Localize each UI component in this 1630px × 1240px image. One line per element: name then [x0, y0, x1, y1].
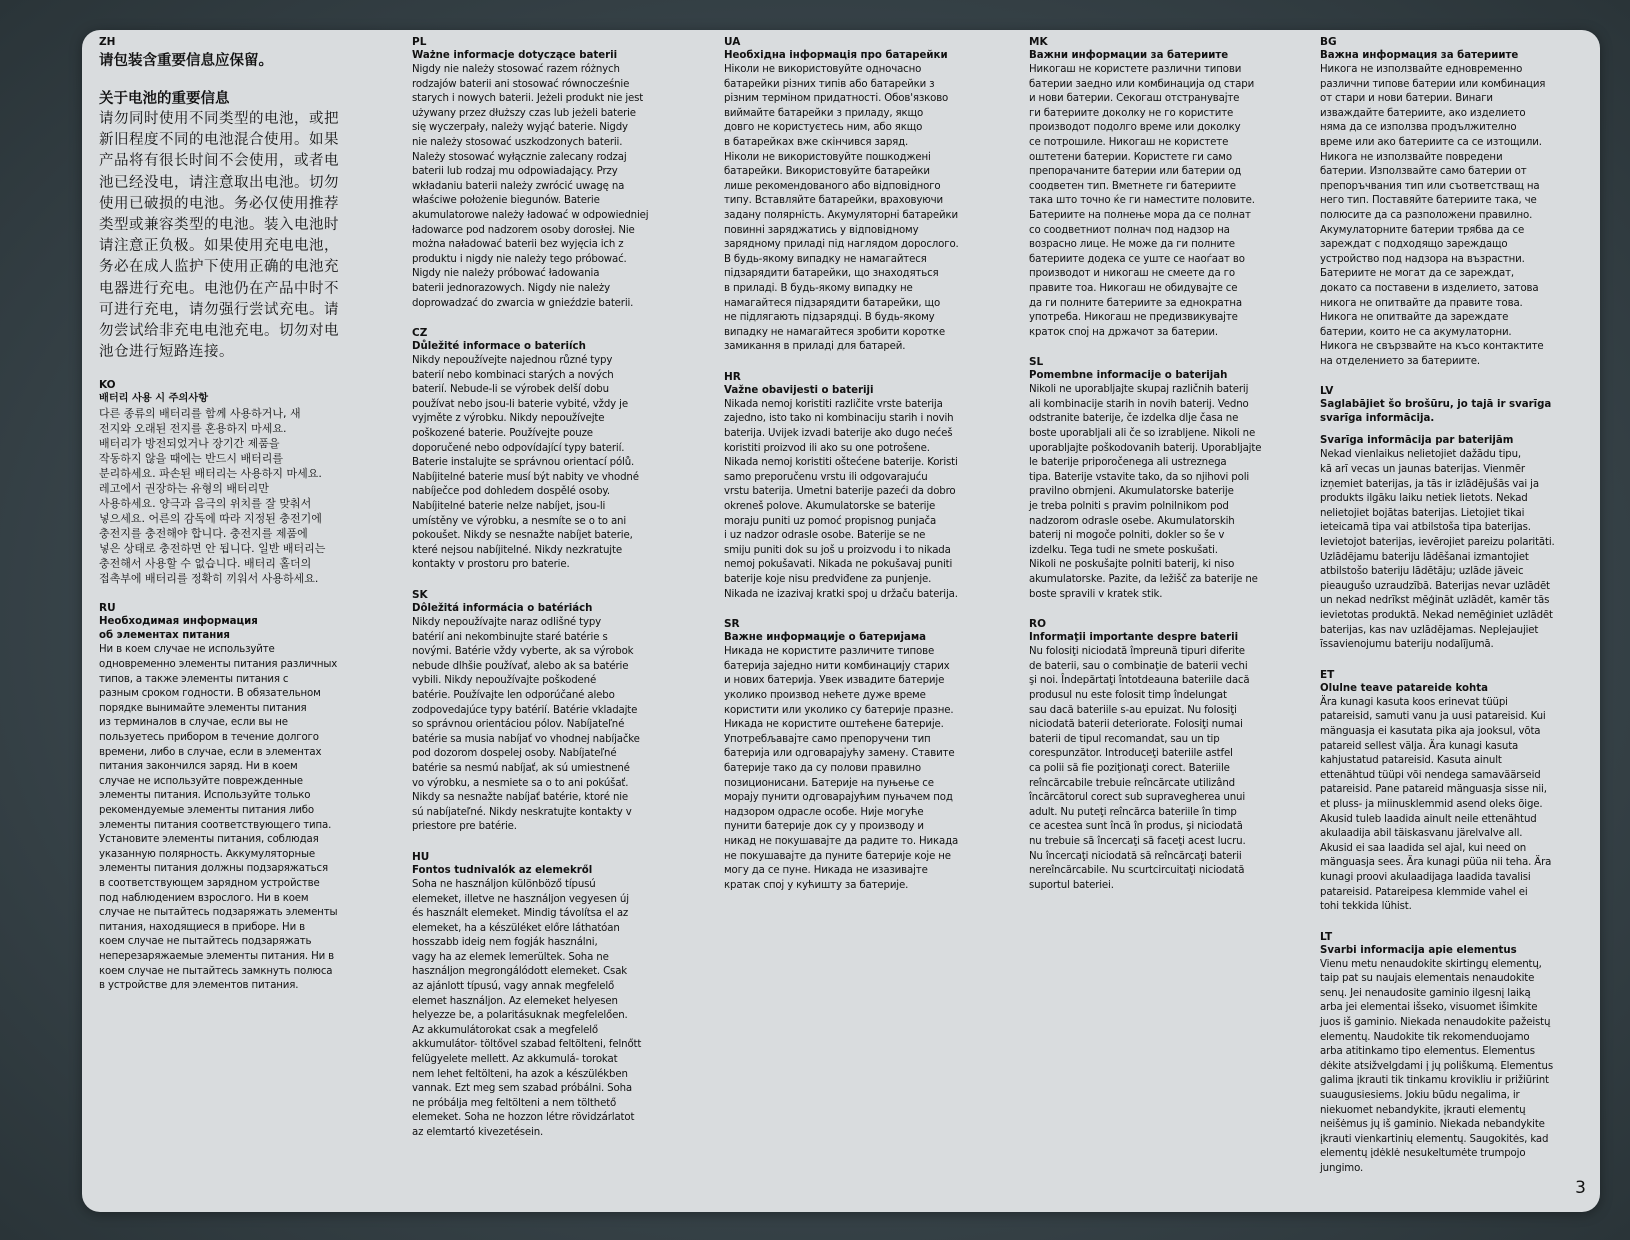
- section-lt: [1320, 931, 1588, 1177]
- section-title-mk: Важни информации за батериите: [1029, 50, 1229, 61]
- lang-code-ko: KO: [99, 379, 116, 392]
- section-title-lt: Svarbi informacija apie elementus: [1320, 944, 1517, 956]
- section-body-hu: Soha ne használjon különböző típusú elemeket, illetve ne használjon vegyesen új és használt elemeket. Mindig távolítsa el az elemeket, ha a készüléket előre láthatóan hosszabb ideig nem fogják használni, vagy ha az elemek lemerültek. Soha ne használjon megrongálódott elemeket. Csak az ajánlott típusú, vagy annak megfelelő elemet használjon. Az elemeket helyesen helyezze be, a polaritásuknak megfelelően. Az akkumulátorokat csak a megfelelő akkumulátor- töltővel szabad feltölteni, felnőtt felügyelete mellett. Az akkumulá- torokat nem lehet feltölteni, ha azok a készülékben vannak. Ezt meg sem szabad próbálni. Soha ne próbálja meg feltölteni a nem tölthető elemeket. Soha ne hozzon létre rövidzárlatot az elemtartó kivezetésein.: [412, 878, 642, 1138]
- section-title-ru: Необходимая информация об элементах питания: [99, 616, 258, 642]
- column-3: [724, 36, 996, 909]
- lang-code-sl: SL: [1029, 356, 1044, 369]
- section-bg: [1320, 36, 1588, 369]
- section-et: [1320, 669, 1588, 915]
- notice-zh: 请包装含重要信息应保留。: [99, 53, 273, 69]
- column-1: [99, 36, 367, 1010]
- section-title-sr: Важне информације о батеријама: [724, 632, 927, 644]
- lang-code-et: ET: [1320, 668, 1335, 681]
- lang-code-sk: SK: [412, 589, 428, 601]
- section-title-sk: Dôležitá informácia o batériách: [412, 603, 593, 614]
- section-body-ru: Ни в коем случае не используйте одновременно элементы питания различных типов, а также элементы питания с разным сроком годности. В обязательном порядке вынимайте элементы питания из терминалов в случае, если вы не пользуетесь прибором в течение долгого времени, либо в случае, если в элементах питания закончился заряд. Ни в коем случае не используйте поврежденные элементы питания. Используйте только рекомендуемые элементы питания либо элементы питания соответствующего типа. Установите элементы питания, соблюдая указанную полярность. Аккумуляторные элементы питания должны подзаряжаться в соответствующем зарядном устройстве под наблюдением взрослого. Ни в коем случае не пытайтесь подзаряжать элементы питания, находящиеся в приборе. Ни в коем случае не пытайтесь подзаряжать неперезаряжаемые элементы питания. Ни в коем случае не пытайтесь замкнуть полюса в устройстве для элементов питания.: [99, 644, 338, 992]
- notice-lv: Saglabājiet šo brošūru, jo tajā ir svarīga svarīga informācija.: [1320, 399, 1552, 425]
- instruction-page: [82, 30, 1600, 1212]
- section-ru: [99, 602, 367, 993]
- section-body-bg: Никога не използвайте едновременно различни типове батерии или комбинация от стари и нови батерии. Винаги изваждайте батериите, ако изделието няма да се използва продължително време или ако батериите са се изтощили. Никога не използвайте повредени батерии. Използвайте само батерии от препоръчвания тип или съответстващ на него тип. Поставяйте батериите така, че полюсите да са разположени правилно. Акумулаторните батерии трябва да се зареждат с подходящо зареждащо устройство под надзора на възрастни. Батериите не могат да се зареждат, докато са поставени в изделието, затова никога не опитвайте да правите това. Никога не опитвайте да зареждате батерии, които не са акумулаторни. Никога не свързвайте на късо контактите на отделението за батериите.: [1320, 64, 1546, 367]
- lang-code-sr: SR: [724, 618, 740, 631]
- section-body-sr: Никада не користите различите типове батерија заједно нити комбинацију старих и нових батерија. Увек извадите батерије уколико производ нећете дуже време користити или уколико су батерије празне. Никада не користите оштећене батерије. Употребљавајте само препоручени тип батерија или одговарајућу замену. Ставите батерије тако да су полови правилно позиционисани. Батерије на пуњење се морају пунити одговарајућим пуњачем под надзором одрасле особе. Није могуће пунити батерије док су у производу и никад не покушавајте да радите то. Никада не покушавајте да пуните батерије које не могу да се пуне. Никада не изазивајте кратак спој у кућишту за батерије.: [724, 646, 959, 891]
- column-2: [412, 36, 680, 1157]
- lang-code-pl: PL: [412, 36, 427, 48]
- section-body-mk: Никогаш не користете различни типови батерии заедно или комбинација од стари и нови батерии. Секогаш отстранувајте ги батериите доколку не го користите производот подолго време или доколку се потрошиле. Никогаш не користете оштетени батерии. Користете ги само препорачаните батерии или батерии од соодветен тип. Вметнете ги батериите така што точно ќе ги наместите половите. Батериите на полнење мора да се полнат со соодветниот полнач под надзор на возрасно лице. Не може да ги полните батериите додека се уште се наоѓаат во производот и никогаш не смеете да го правите тоа. Никогаш не обидувајте се да ги полните батериите за еднократна употреба. Никогаш не предизвикувајте краток спој на држачот за батерии.: [1029, 64, 1255, 338]
- section-body-cz: Nikdy nepoužívejte najednou různé typy baterií nebo kombinaci starých a nových baterií. Nebude-li se výrobek delší dobu používat nebo jsou-li baterie vybité, vždy je vyjměte z výrobku. Nikdy nepoužívejte poškozené baterie. Používejte pouze doporučené nebo odpovídající typy baterií. Baterie instalujte se správnou orientací pólů. Nabíjitelné baterie musí být nabity ve vhodné nabíječce pod dohledem dospělé osoby. Nabíjitelné baterie nelze nabíjet, jsou-li umístěny ve výrobku, a nesmíte se o to ani pokoušet. Nikdy se nesnažte nabíjet baterie, které nejsou nabíjitelné. Nikdy nezkratujte kontakty v prostoru pro baterie.: [412, 355, 639, 571]
- section-title-sl: Pomembne informacije o baterijah: [1029, 370, 1228, 382]
- section-body-sk: Nikdy nepoužívajte naraz odlišné typy batérií ani nekombinujte staré batérie s novými. Batérie vždy vyberte, ak sa výrobok nebude dlhšie používať, alebo ak sa batérie vybili. Nikdy nepoužívajte poškodené batérie. Používajte len odporúčané alebo zodpovedajúce typy batérií. Batérie vkladajte so správnou orientáciou pólov. Nabíjateľné batérie sa musia nabíjať vo vhodnej nabíjačke pod dozorom dospelej osoby. Nabíjateľné batérie sa nesmú nabíjať, ak sú umiestnené vo výrobku, a nesmiete sa o to ani pokúšať. Nikdy sa nesnažte nabíjať batérie, ktoré nie sú nabíjateľné. Nikdy neskratujte kontakty v priestore pre batérie.: [412, 617, 640, 833]
- section-hu: [412, 851, 680, 1141]
- section-title-pl: Ważne informacje dotyczące baterii: [412, 50, 618, 61]
- page-number: 3: [1575, 1178, 1586, 1198]
- section-title-et: Olulne teave patareide kohta: [1320, 682, 1488, 694]
- section-cz: [412, 327, 680, 573]
- section-sk: [412, 589, 680, 835]
- section-body-ro: Nu folosiţi niciodată împreună tipuri diferite de baterii, sau o combinaţie de baterii vechi şi noi. Îndepărtaţi întotdeauna bateriile dacă produsul nu este folosit timp îndelungat sau dacă bateriile s-au epuizat. Nu folosiţi niciodată baterii deteriorate. Folosiţi numai baterii de tipul recomandat, sau un tip corespunzător. Introduceţi bateriile astfel ca polii să fie poziţionaţi corect. Bateriile reîncărcabile trebuie reîncărcate utilizând încărcătorul corect sub supravegherea unui adult. Nu puteţi reîncărca bateriile în timp ce acestea sunt încă în produs, şi niciodată nu trebuie să încercaţi să faceţi acest lucru. Nu încercaţi niciodată să reîncărcaţi baterii nereîncărcabile. Nu scurtcircuitaţi niciodată suportul bateriei.: [1029, 646, 1250, 891]
- lang-code-zh: ZH: [99, 36, 116, 48]
- column-5: [1320, 36, 1588, 1193]
- lang-code-mk: MK: [1029, 36, 1048, 48]
- lang-code-bg: BG: [1320, 36, 1337, 48]
- lang-code-cz: CZ: [412, 327, 428, 340]
- section-zh: [99, 36, 367, 363]
- section-title-ua: Необхідна інформація про батарейки: [724, 50, 948, 61]
- section-sl: [1029, 356, 1301, 602]
- section-title-bg: Важна информация за батериите: [1320, 50, 1519, 61]
- section-hr: [724, 371, 996, 602]
- section-title-hu: Fontos tudnivalók az elemekről: [412, 864, 593, 876]
- lang-code-ru: RU: [99, 602, 116, 615]
- lang-code-hr: HR: [724, 370, 741, 383]
- section-body-ua: Ніколи не використовуйте одночасно батарейки різних типів або батарейки з різним терміном придатності. Обов'язково виймайте батарейки з приладу, якщо довго не користуєтесь ним, або якщо в батарейках вже скінчився заряд. Ніколи не використовуйте пошкоджені батарейки. Використовуйте батарейки лише рекомендованого або відповідного типу. Вставляйте батарейки, враховуючи задану полярність. Акумуляторні батарейки повинні заряджатись у відповідному зарядному приладі під наглядом дорослого. В будь-якому випадку не намагайтеся підзарядити батарейки, що знаходяться в приладі. В будь-якому випадку не намагайтеся підзарядити батарейки, що не підлягають підзарядці. В будь-якому випадку не намагайтеся зробити коротке замикання в приладі для батарей.: [724, 64, 959, 353]
- section-title-hr: Važne obavijesti o bateriji: [724, 384, 874, 396]
- section-body-lv: Nekad vienlaikus nelietojiet dažādu tipu, kā arī vecas un jaunas baterijas. Vienmēr izņemiet baterijas, ja tās ir izlādējušās vai ja produkts ilgāku laiku netiek lietots. Nekad nelietojiet bojātas baterijas. Lietojiet tikai ieteicamā tipa vai atbilstoša tipa baterijas. Ievietojot baterijas, ievērojiet pareizu polaritāti. Uzlādējamu bateriju lādēšanai izmantojiet atbilstošo bateriju lādētāju; uzlāde jāveic pieaugušo uzraudzībā. Baterijas nevar uzlādēt un nekad nedrīkst mēģināt uzlādēt, kamēr tās ievietotas produktā. Nekad nemēģiniet uzlādēt baterijas, kas nav uzlādējamas. Neplejaujiet īssavienojumu bateriju nodalījumā.: [1320, 449, 1555, 651]
- section-title-ro: Informaţii importante despre baterii: [1029, 632, 1239, 644]
- section-pl: [412, 36, 680, 311]
- section-body-pl: Nigdy nie należy stosować razem różnych rodzajów baterii ani stosować równocześnie starych i nowych baterii. Jeżeli produkt nie jest używany przez dłuższy czas lub jeżeli baterie się wyczerpały, należy wyjąć baterie. Nigdy nie należy stosować uszkodzonych baterii. Należy stosować wyłącznie zalecany rodzaj baterii lub rodzaj mu odpowiadający. Przy wkładaniu baterii należy zwrócić uwagę na właściwe położenie biegunów. Baterie akumulatorowe należy ładować w odpowiedniej ładowarce pod nadzorem osoby dorosłej. Nie można naładować baterii bez wyjęcia ich z produktu i nigdy nie należy tego próbować. Nigdy nie należy próbować ładowania baterii jednorazowych. Nigdy nie należy doprowadzać do zwarcia w gnieździe baterii.: [412, 64, 649, 309]
- section-ko: [99, 379, 367, 586]
- section-body-zh: 请勿同时使用不同类型的电池，或把 新旧程度不同的电池混合使用。如果 产品将有很长时间不会使用，或者电 池已经没电，请注意取出电池。切勿 使用已破损的电池。务必仅使用推荐 类型或兼容类型的电池。装入电池时 请注意正负极。如果使用充电电池， 务必在成人监护下使用正确的电池充 电器进行充电。电池仍在产品中时不 可进行充电，请勿强行尝试充电。请 勿尝试给非充电电池充电。切勿对电 池仓进行短路连接。: [99, 111, 339, 361]
- lang-code-lv: LV: [1320, 385, 1334, 398]
- section-mk: [1029, 36, 1301, 340]
- section-ro: [1029, 618, 1301, 893]
- section-title-cz: Důležité informace o bateriích: [412, 341, 586, 353]
- lang-code-hu: HU: [412, 850, 430, 863]
- section-body-sl: Nikoli ne uporabljajte skupaj različnih baterij ali kombinacije starih in novih baterij. Vedno odstranite baterije, če izdelka dlje časa ne boste uporabljali ali če so izrabljene. Nikoli ne uporabljajte poškodovanih baterij. Uporabljajte le baterije priporočenega ali ustreznega tipa. Baterije vstavite tako, da so njihovi poli pravilno obrnjeni. Akumulatorske baterije je treba polniti s pravim polnilnikom pod nadzorom odrasle osebe. Akumulatorskih baterij ni mogoče polniti, dokler so še v izdelku. Tega tudi ne smete poskušati. Nikoli ne poskušajte polniti baterij, ki niso akumulatorske. Pazite, da ležišč za baterije ne boste spravili v kratek stik.: [1029, 384, 1262, 600]
- section-title-lv: Svarīga informācija par baterijām: [1320, 435, 1514, 447]
- section-body-ko: 다른 종류의 배터리를 함께 사용하거나, 새 전지와 오래된 전지를 혼용하지 마세요. 배터리가 방전되었거나 장기간 제품을 작동하지 않을 때에는 반드시 배터리를 분리하세요. 파손된 배터리는 사용하지 마세요. 레고에서 권장하는 유형의 배터리만 사용하세요. 양극과 음극의 위치를 잘 맞춰서 넣으세요. 어른의 감독에 따라 지정된 충전기에 충전지를 충전해야 합니다. 충전지를 제품에 넣은 상태로 충전하면 안 됩니다. 일반 배터리는 충전해서 사용할 수 없습니다. 배터리 홀더의 접촉부에 배터리를 정확히 끼워서 사용하세요.: [99, 407, 326, 586]
- section-lv: [1320, 385, 1588, 652]
- column-4: [1029, 36, 1301, 909]
- section-body-lt: Vienu metu nenaudokite skirtingų elementų, taip pat su naujais elementais nenaudokite senų. Jei nenaudosite gaminio ilgesnį laiką arba jei elementai išseko, visuomet išimkite juos iš gaminio. Niekada nenaudokite pažeistų elementų. Naudokite tik rekomenduojamo arba atitinkamo tipo elementus. Elementus dėkite atsižvelgdami į jų poliškumą. Elementus galima įkrauti tik tinkamu krovikliu ir prižiūrint suaugusiesiems. Jokiu būdu negalima, ir niekuomet nebandykite, įkrauti elementų neišėmus jų iš gaminio. Niekada nebandykite įkrauti vienkartinių elementų. Saugokitės, kad elementų įdėklė nesukeltumėte trumpojo jungimo.: [1320, 958, 1553, 1174]
- section-title-ko: 배터리 사용 시 주의사항: [99, 393, 209, 405]
- section-title-zh: 关于电池的重要信息: [99, 91, 230, 107]
- section-body-et: Ära kunagi kasuta koos erinevat tüüpi patareisid, samuti vanu ja uusi patareisid. Kui mänguasja ei kasutata pika aja jooksul, võta patareid sellest välja. Ära kunagi kasuta kahjustatud patareisid. Kasuta ainult ettenähtud tüüpi või nendega samaväärseid patareisid. Pane patareid mänguasja sisse nii, et pluss- ja miinusklemmid asend oleks õige. Akusid tuleb laadida ainult neile ettenähtud akulaadija abil täiskasvanu järelvalve all. Akusid ei saa laadida sel ajal, kui need on mänguasja sees. Ära kunagi püüa nii teha. Ära kunagi proovi akulaadijaga laadida tavalisi patareisid. Patareipesa klemmide vahel ei tohi tekkida lühist.: [1320, 696, 1552, 913]
- section-ua: [724, 36, 996, 355]
- lang-code-ua: UA: [724, 36, 741, 48]
- section-body-hr: Nikada nemoj koristiti različite vrste baterija zajedno, isto tako ni kombinaciju starih i novih baterija. Uvijek izvadi baterije ako dugo nećeš koristiti proizvod ili ako su one potrošene. Nikada nemoj koristiti oštećene baterije. Koristi samo preporučenu vrstu ili odgovarajuću vrstu baterija. Umetni baterije pazeći da dobro okreneš polove. Akumulatorske se baterije moraju puniti uz pomoć propisnog punjača i uz nadzor odrasle osobe. Baterije se ne smiju puniti dok su još u proizvodu i to nikada nemoj pokušavati. Nikada ne pokušavaj puniti baterije koje nisu predviđene za punjenje. Nikada ne izazivaj kratki spoj u držaču baterija.: [724, 398, 958, 600]
- section-sr: [724, 618, 996, 893]
- lang-code-lt: LT: [1320, 930, 1333, 943]
- lang-code-ro: RO: [1029, 618, 1047, 631]
